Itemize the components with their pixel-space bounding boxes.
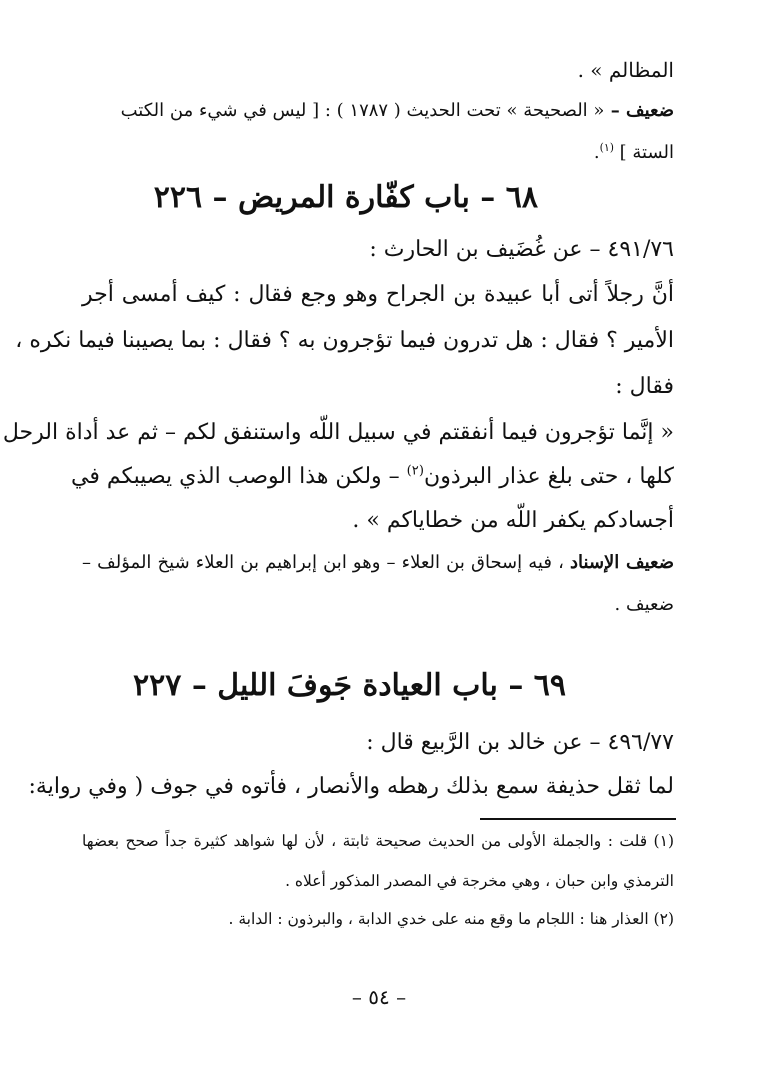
chapter-heading-69: ٦٩ – باب العيادة جَوفَ الليل – ٢٢٧	[133, 668, 566, 703]
footnote-divider	[480, 818, 676, 820]
page-number: – ٥٤ –	[351, 985, 407, 1009]
text-line: كلها ، حتى بلغ عذار البرذون	[424, 464, 674, 489]
text-line: ، فيه إسحاق بن العلاء – وهو ابن إبراهيم بن العلاء شيخ المؤلف –	[82, 552, 571, 573]
text-line-with-ref	[71, 463, 674, 489]
text-line: – ولكن هذا الوصب الذي يصيبكم في	[71, 464, 407, 489]
footnote-ref: (١)	[599, 141, 614, 154]
footnote-2: (٢) العذار هنا : اللجام ما وقع منه على خدي الدابة ، والبرذون : الدابة .	[228, 910, 674, 928]
grade-label: ضعيف –	[604, 100, 674, 121]
text-line: .	[593, 142, 600, 163]
grading-note-2	[82, 552, 674, 573]
text-line: الستة ]	[613, 142, 674, 163]
grade-label: ضعيف الإسناد	[570, 552, 674, 573]
hadith-number-line	[369, 237, 674, 262]
text-line: ضعيف .	[614, 594, 674, 615]
chapter-heading-68: ٦٨ – باب كفّارة المريض – ٢٢٦	[153, 180, 538, 215]
text-line: أنَّ رجلاً أتى أبا عبيدة بن الجراح وهو وجع فقال : كيف أمسى أجر	[82, 282, 674, 307]
text-line: الأمير ؟ فقال : هل تدرون فيما تؤجرون به ؟ فقال : بما يصيبنا فيما نكره ،	[15, 328, 674, 353]
grading-note-1	[82, 100, 674, 121]
footnote-1: (١) قلت : والجملة الأولى من الحديث صحيحة ثابتة ، لأن لها شواهد كثيرة جداً صحح بعضها	[82, 832, 674, 850]
text-line: المظالم » .	[577, 58, 674, 82]
text-line: ٤٩١/٧٦ – عن غُضَيف بن الحارث :	[369, 237, 674, 262]
text-line: لما ثقل حذيفة سمع بذلك رهطه والأنصار ، فأتوه في جوف ( وفي رواية:	[28, 774, 674, 799]
footnote-ref: (٢)	[406, 463, 425, 479]
footnote-1-cont: الترمذي وابن حبان ، وهي مخرجة في المصدر المذكور أعلاه .	[285, 872, 674, 890]
text-line: « الصحيحة » تحت الحديث ( ١٧٨٧ ) : [ ليس في شيء من الكتب	[120, 100, 605, 121]
text-line: فقال :	[615, 374, 674, 399]
text-line: أجسادكم يكفر اللّه من خطاياكم » .	[352, 508, 674, 533]
hadith-number-line: ٤٩٦/٧٧ – عن خالد بن الرَّبيع قال :	[366, 730, 674, 755]
continuation-line	[578, 58, 674, 82]
grading-note-1-cont	[594, 142, 674, 163]
text-line: « إنَّما تؤجرون فيما أنفقتم في سبيل اللّه واستنفق لكم – ثم عد أداة الرحل	[2, 420, 674, 445]
